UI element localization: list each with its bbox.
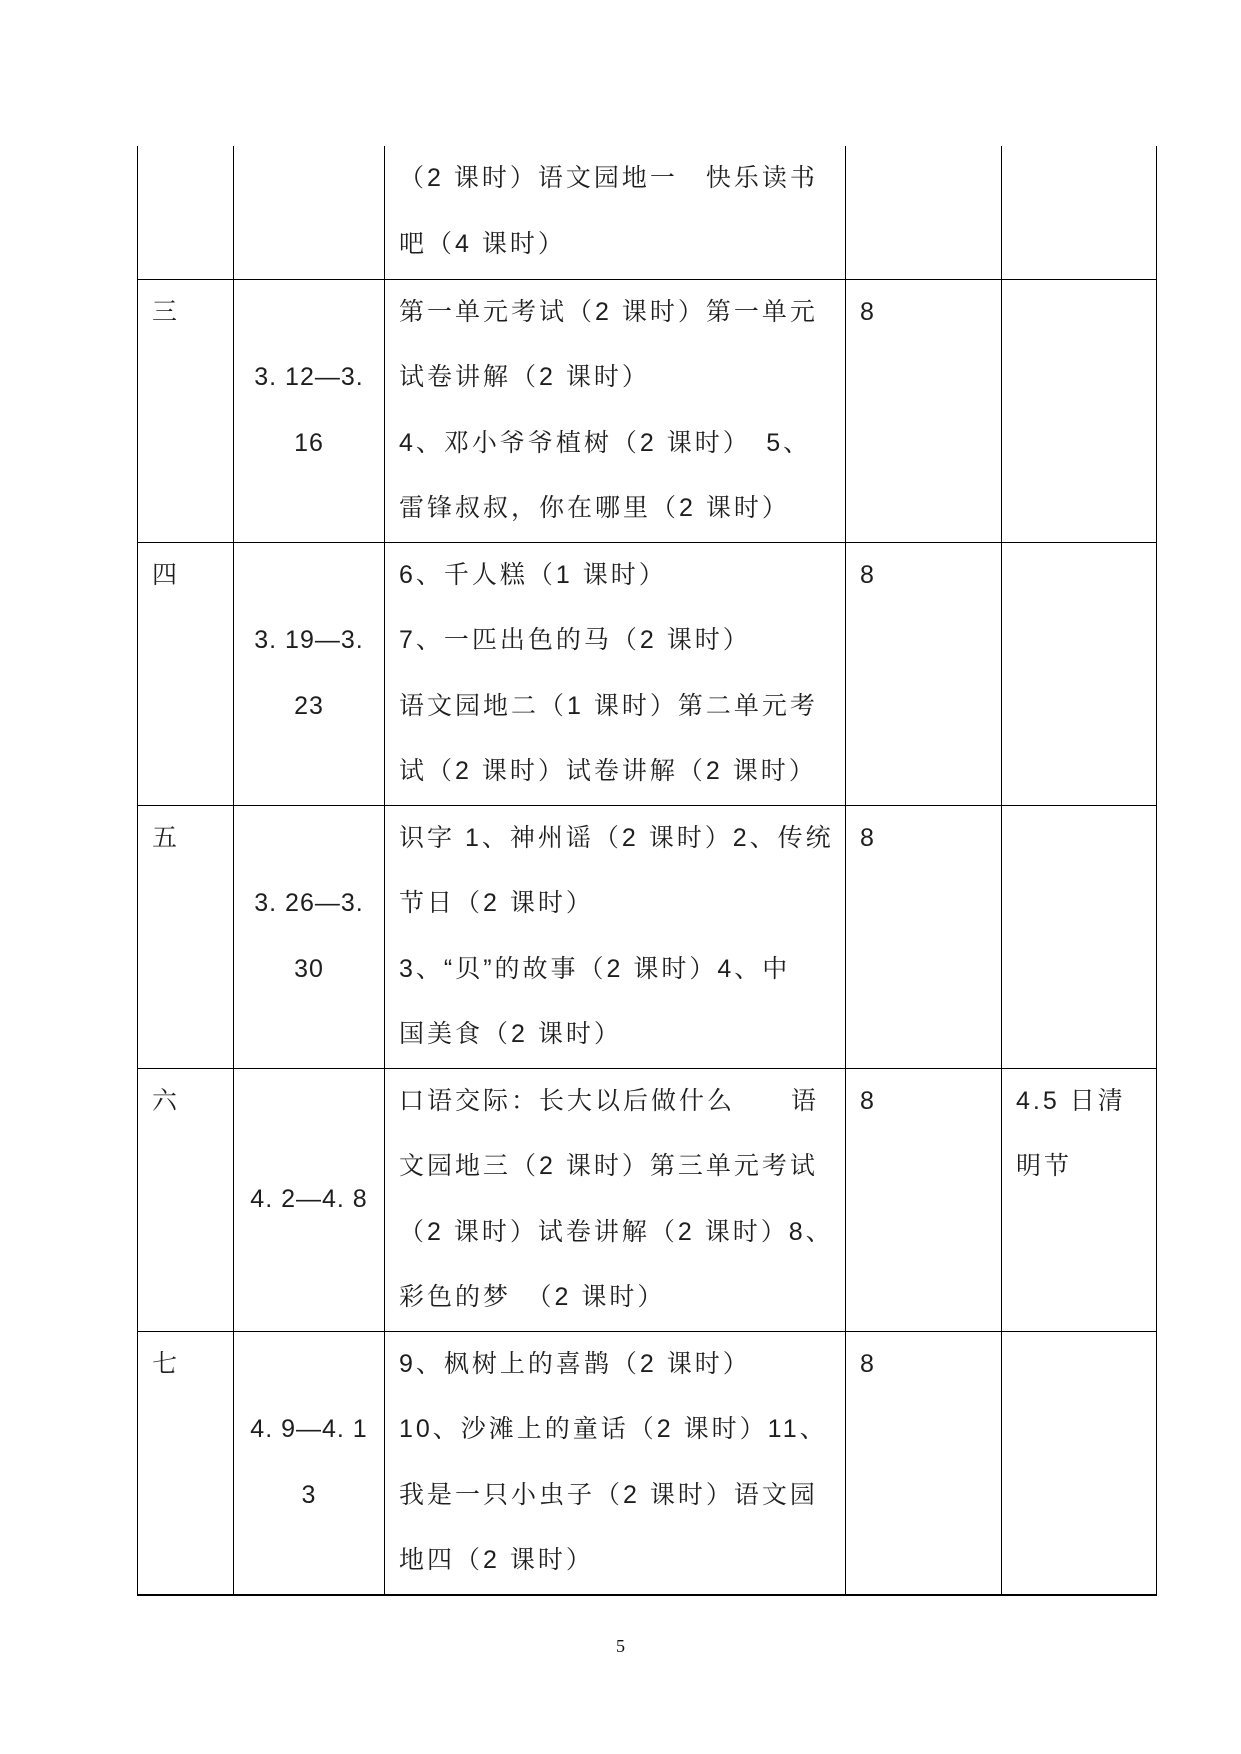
hours-cell xyxy=(846,1068,1002,1331)
content-line: 我是一只小虫子（2 课时）语文园 xyxy=(399,1480,818,1509)
page-number: 5 xyxy=(616,1636,625,1656)
notes-cell xyxy=(1002,279,1157,542)
date-cell xyxy=(234,279,385,542)
content-cell xyxy=(385,1331,846,1595)
content-line: 4、邓小爷爷植树（2 课时） 5、 xyxy=(399,428,812,457)
date-cell xyxy=(234,1331,385,1595)
content-line: 雷锋叔叔，你在哪里（2 课时） xyxy=(399,494,790,522)
date-line: 16 xyxy=(294,428,324,457)
notes-cell xyxy=(1002,805,1157,1068)
hours-value: 8 xyxy=(860,1086,877,1115)
content-line: 地四（2 课时） xyxy=(399,1546,594,1574)
content-line: 语文园地二（1 课时）第二单元考 xyxy=(399,691,818,720)
date-cell xyxy=(234,542,385,805)
week-cell xyxy=(138,279,234,542)
content-cell xyxy=(385,279,846,542)
content-line: 6、千人糕（1 课时） xyxy=(399,560,667,589)
notes-cell xyxy=(1002,146,1157,279)
hours-value: 8 xyxy=(860,1349,877,1378)
content-line: （2 课时）试卷讲解（2 课时）8、 xyxy=(399,1217,834,1246)
table-row xyxy=(138,1331,1157,1595)
notes-cell xyxy=(1002,1331,1157,1595)
content-line: 试卷讲解（2 课时） xyxy=(399,363,650,391)
hours-value: 8 xyxy=(860,560,877,589)
hours-cell xyxy=(846,542,1002,805)
date-line: 3. 19—3. xyxy=(254,626,364,654)
content-line: 试（2 课时）试卷讲解（2 课时） xyxy=(399,757,817,785)
week-label: 六 xyxy=(152,1086,181,1115)
table-row xyxy=(138,1068,1157,1331)
hours-value: 8 xyxy=(860,297,877,326)
hours-cell xyxy=(846,1331,1002,1595)
content-line: 3、“贝”的故事（2 课时）4、中 xyxy=(399,954,791,983)
hours-value: 8 xyxy=(860,823,877,852)
content-cell xyxy=(385,146,846,279)
content-line: 彩色的梦 （2 课时） xyxy=(399,1283,666,1311)
hours-cell xyxy=(846,805,1002,1068)
notes-cell xyxy=(1002,1068,1157,1331)
date-line: 3. 12—3. xyxy=(254,363,364,391)
content-line: 7、一匹出色的马（2 课时） xyxy=(399,626,751,654)
date-cell xyxy=(234,805,385,1068)
table-row xyxy=(138,805,1157,1068)
table-row xyxy=(138,279,1157,542)
week-cell xyxy=(138,1068,234,1331)
content-cell xyxy=(385,542,846,805)
content-line: 口语交际：长大以后做什么 语 xyxy=(399,1086,820,1115)
content-line: 10、沙滩上的童话（2 课时）11、 xyxy=(399,1415,828,1443)
content-line: 节日（2 课时） xyxy=(399,889,594,917)
week-label: 七 xyxy=(152,1349,181,1378)
date-cell xyxy=(234,1068,385,1331)
table-row xyxy=(138,146,1157,279)
week-cell xyxy=(138,146,234,279)
notes-cell xyxy=(1002,542,1157,805)
date-line: 23 xyxy=(294,691,324,720)
content-line: 国美食（2 课时） xyxy=(399,1020,622,1048)
hours-cell xyxy=(846,279,1002,542)
content-cell xyxy=(385,805,846,1068)
date-line: 3. 26—3. xyxy=(254,889,364,917)
content-line: （2 课时）语文园地一 快乐读书 xyxy=(399,164,818,192)
week-cell xyxy=(138,805,234,1068)
date-line: 4. 9—4. 1 xyxy=(250,1415,368,1443)
week-cell xyxy=(138,542,234,805)
date-cell xyxy=(234,146,385,279)
week-label: 四 xyxy=(152,560,181,589)
content-cell xyxy=(385,1068,846,1331)
schedule-table xyxy=(137,146,1157,1596)
note-line: 明节 xyxy=(1016,1152,1073,1180)
content-line: 9、枫树上的喜鹊（2 课时） xyxy=(399,1349,751,1378)
hours-cell xyxy=(846,146,1002,279)
date-line: 4. 2—4. 8 xyxy=(250,1184,368,1213)
content-line: 吧（4 课时） xyxy=(399,229,566,258)
date-line: 30 xyxy=(294,954,324,983)
content-line: 文园地三（2 课时）第三单元考试 xyxy=(399,1152,818,1180)
date-line: 3 xyxy=(301,1480,317,1509)
note-line: 4.5 日清 xyxy=(1016,1086,1126,1115)
content-line: 识字 1、神州谣（2 课时）2、传统 xyxy=(399,823,834,852)
week-label: 三 xyxy=(152,297,181,326)
content-line: 第一单元考试（2 课时）第一单元 xyxy=(399,297,818,326)
week-cell xyxy=(138,1331,234,1595)
table-row xyxy=(138,542,1157,805)
week-label: 五 xyxy=(152,823,181,852)
